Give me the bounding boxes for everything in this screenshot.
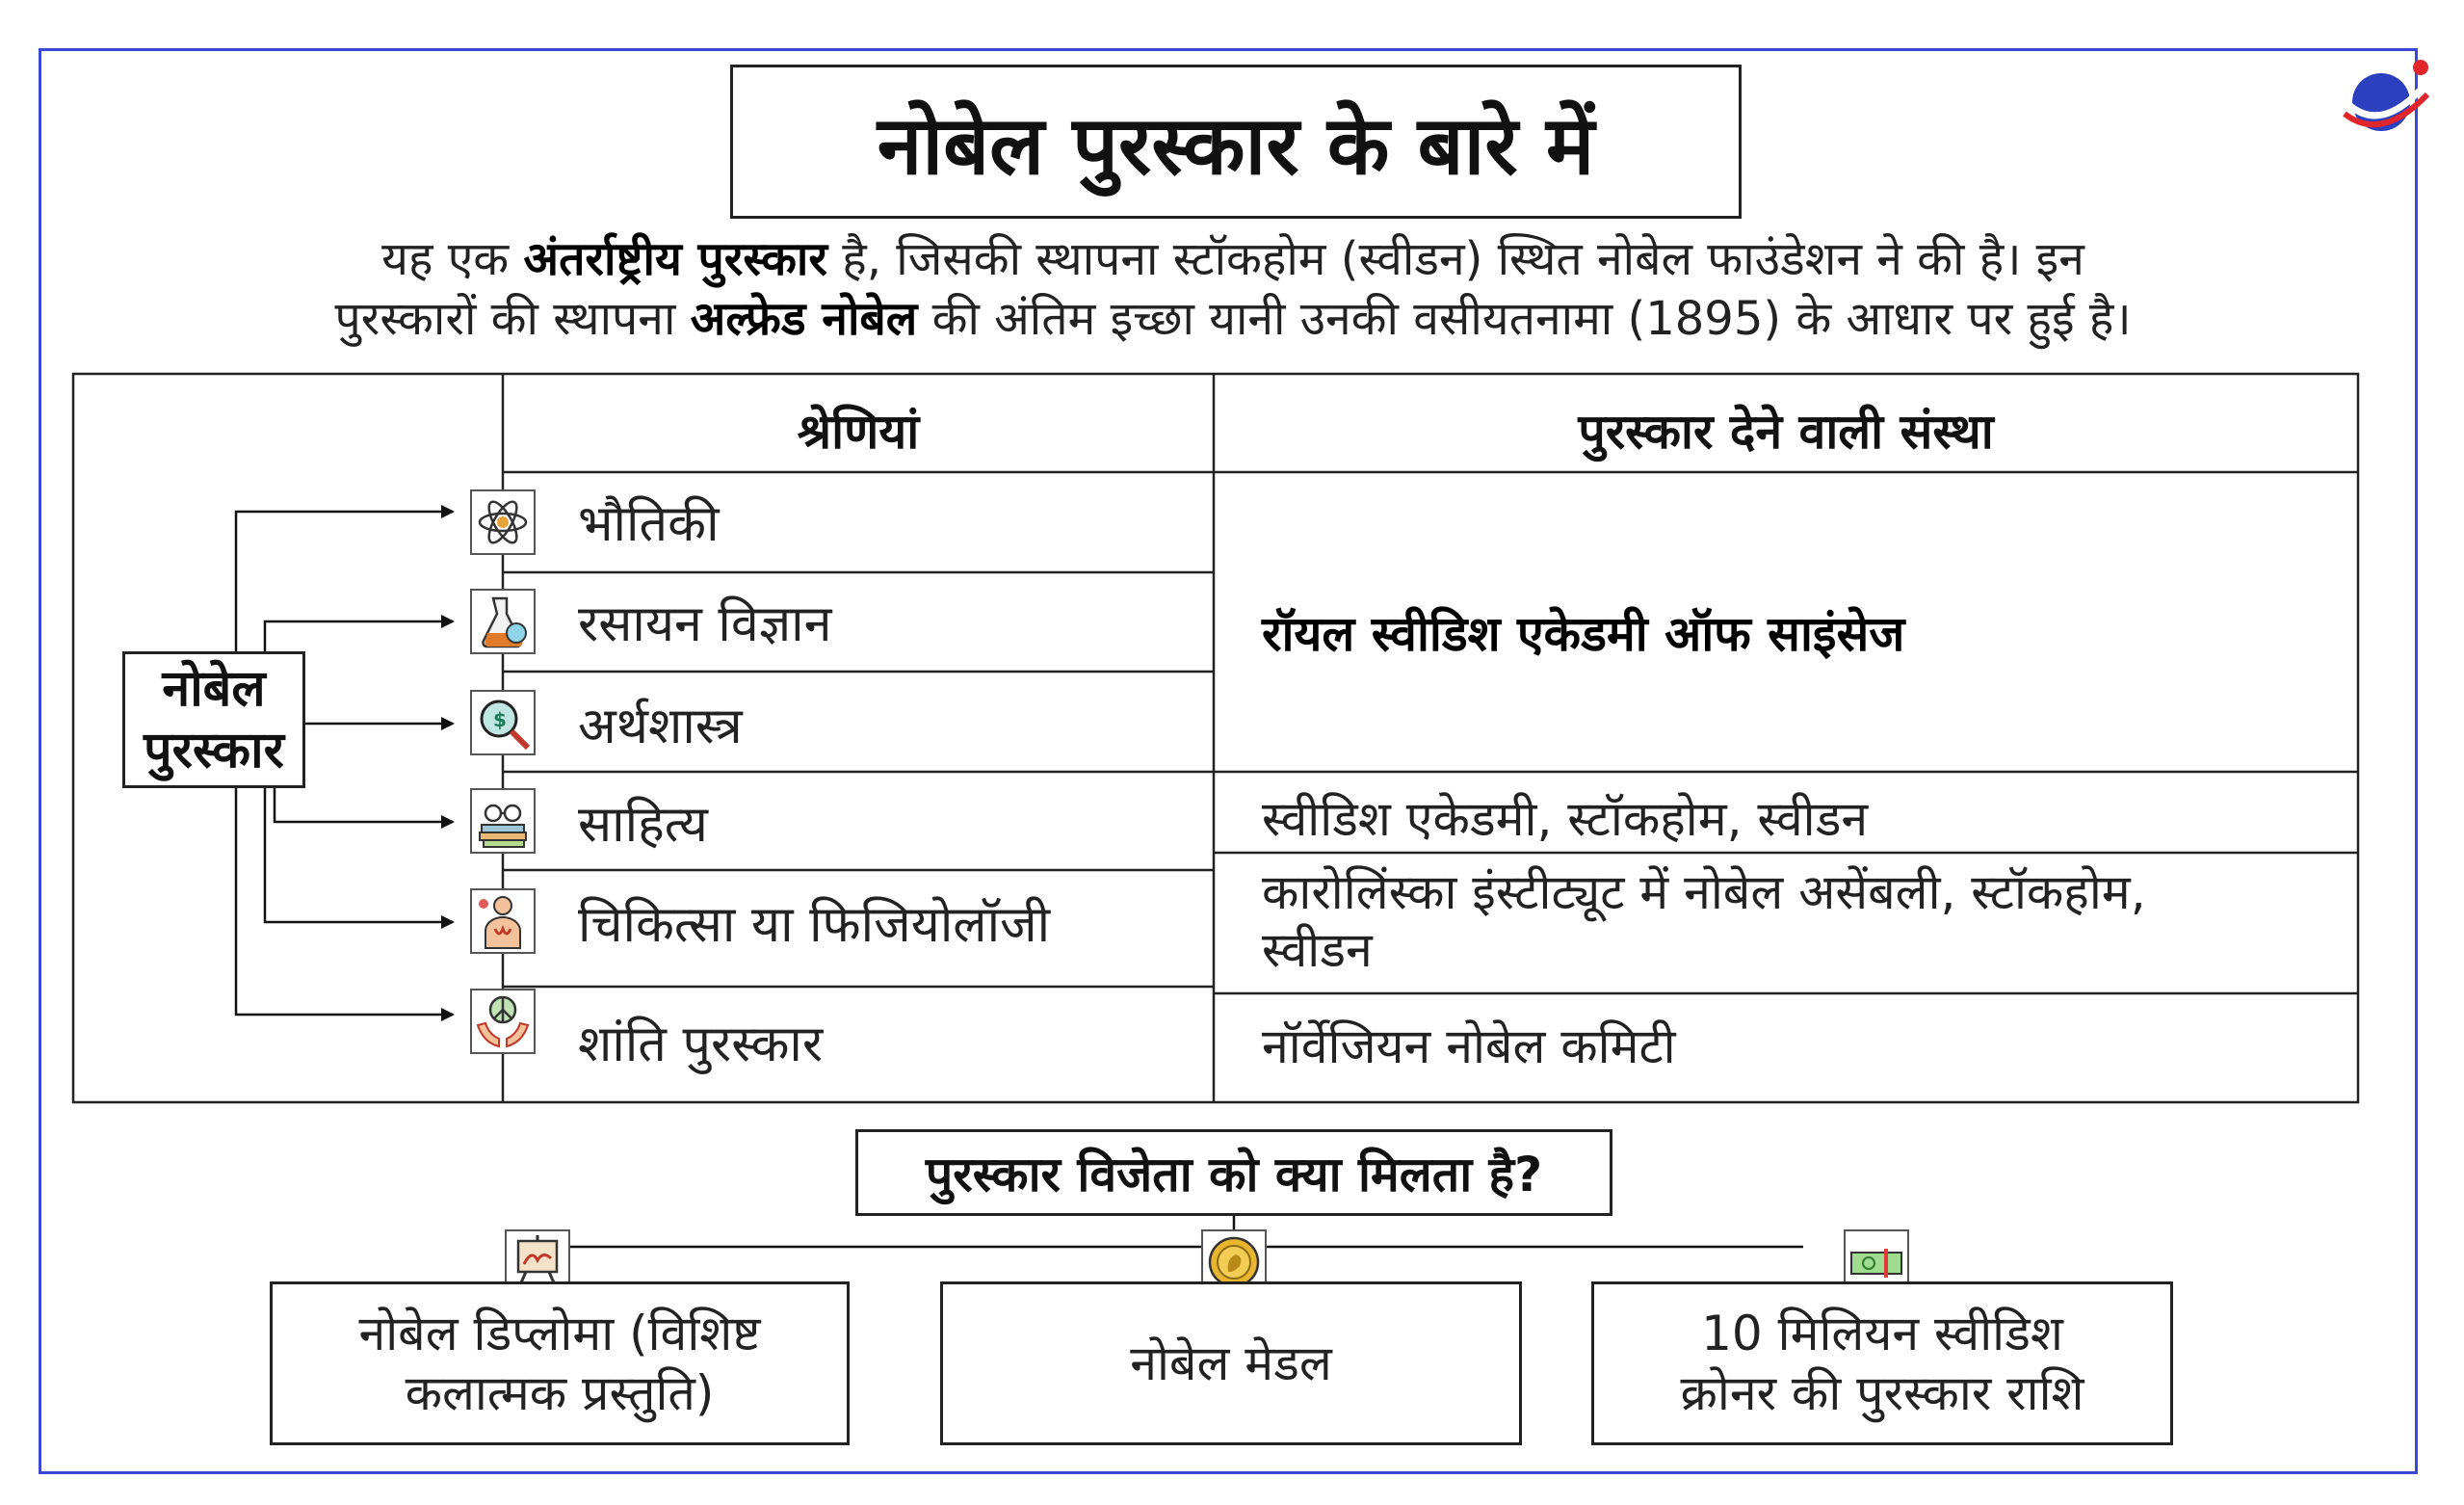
category-medicine: चिकित्सा या फिजियोलॉजी <box>578 896 1051 954</box>
chemistry-flask-icon <box>470 589 536 654</box>
category-peace: शांति पुरस्कार <box>578 1016 824 1073</box>
svg-text:$: $ <box>493 708 507 731</box>
org-norwegian-committee: नॉर्वेजियन नोबेल कमिटी <box>1262 1018 1676 1074</box>
header-awarding-org: पुरस्कार देने वाली संस्था <box>1578 404 1994 460</box>
economics-magnifier-icon <box>470 690 536 755</box>
intro-line-2: पुरस्कारों की स्थापना अल्फ्रेड नोबेल की अंतिम इच्छा यानी उनकी वसीयतनामा (1895) के आधार पर हुई है। <box>334 292 2132 346</box>
peace-hands-icon <box>470 989 536 1054</box>
prize-diploma: नोबेल डिप्लोमा (विशिष्ट कलात्मक प्रस्तुति) <box>270 1281 850 1445</box>
category-chemistry: रसायन विज्ञान <box>578 595 832 653</box>
org-karolinska: कारोलिंस्का इंस्टीट्यूट में नोबेल असेंबली, स्टॉकहोम, स्वीडन <box>1262 864 2146 978</box>
org-royal-swedish-academy: रॉयल स्वीडिश एकेडमी ऑफ साइंसेज <box>1262 606 1905 662</box>
page-title: नोबेल पुरस्कार के बारे में <box>730 65 1742 219</box>
intro-line-1: यह एक अंतर्राष्ट्रीय पुरस्कार है, जिसकी स्थापना स्टॉकहोम (स्वीडन) स्थित नोबेल फाउंडेशन ने की है। इन <box>381 232 2084 286</box>
category-literature: साहित्य <box>578 796 708 854</box>
header-categories: श्रेणियां <box>797 404 920 460</box>
nobel-prize-box: नोबेल पुरस्कार <box>122 651 305 788</box>
category-physics: भौतिकी <box>578 495 720 553</box>
org-swedish-academy: स्वीडिश एकेडमी, स्टॉकहोम, स्वीडन <box>1262 791 1869 847</box>
winner-question: पुरस्कार विजेता को क्या मिलता है? <box>855 1129 1612 1216</box>
books-icon <box>470 788 536 854</box>
medical-body-icon <box>470 888 536 954</box>
atom-icon <box>470 489 536 555</box>
prize-medal: नोबेल मेडल <box>940 1281 1522 1445</box>
category-economics: अर्थशास्त्र <box>578 698 743 755</box>
prize-money: 10 मिलियन स्वीडिश क्रोनर की पुरस्कार राशि <box>1591 1281 2173 1445</box>
